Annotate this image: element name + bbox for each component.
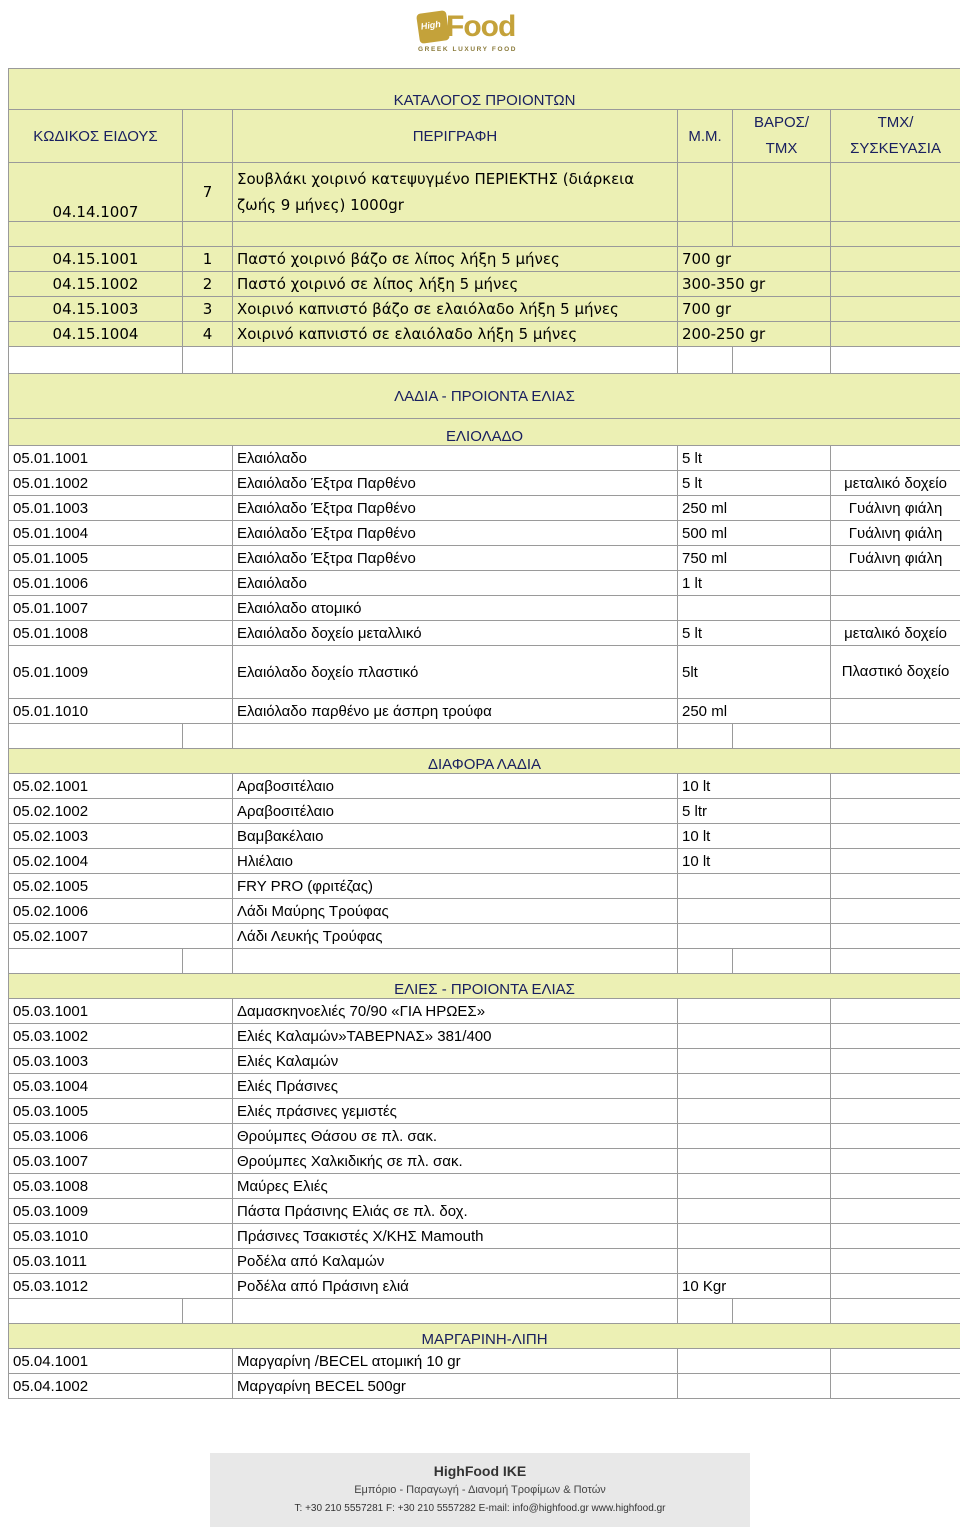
item-code: 05.02.1003 (9, 824, 233, 849)
item-description: Θρούμπες Χαλκιδικής σε πλ. σακ. (233, 1149, 678, 1174)
item-weight (678, 1049, 831, 1074)
item-weight: 1 lt (678, 571, 831, 596)
section-title: ΜΑΡΓΑΡΙΝΗ-ΛΙΠΗ (9, 1324, 960, 1349)
product-row (9, 1249, 960, 1274)
empty-cell (9, 347, 183, 374)
item-pack (831, 1374, 960, 1399)
item-number: 2 (183, 272, 233, 297)
section-title: ΕΛΙΕΣ - ΠΡΟΙΟΝΤΑ ΕΛΙΑΣ (9, 974, 960, 999)
item-weight: 5 lt (678, 621, 831, 646)
section-title: ΛΑΔΙΑ - ΠΡΟΙΟΝΤΑ ΕΛΙΑΣ (9, 374, 960, 419)
empty-cell (733, 724, 831, 749)
section-title: ΔΙΑΦΟΡΑ ΛΑΔΙΑ (9, 749, 960, 774)
item-pack (831, 1074, 960, 1099)
empty-cell (678, 347, 733, 374)
item-description: Ελαιόλαδο δοχείο πλαστικό (233, 646, 678, 699)
item-code: 04.14.1007 (9, 163, 183, 222)
header-pack: ΤΜΧ/ ΣΥΣΚΕΥΑΣΙΑ (831, 110, 960, 163)
item-pack (831, 874, 960, 899)
product-row (9, 799, 960, 824)
item-number: 7 (183, 163, 233, 222)
item-pack: Πλαστικό δοχείο (831, 646, 960, 699)
product-row (9, 1174, 960, 1199)
item-pack (831, 799, 960, 824)
footer-contact: T: +30 210 5557281 F: +30 210 5557282 E-mail: info@highfood.gr www.highfood.gr (294, 1503, 666, 1514)
item-weight: 700 gr (678, 247, 831, 272)
product-row (9, 496, 960, 521)
item-pack (831, 1349, 960, 1374)
item-pack (831, 899, 960, 924)
item-description: Ροδέλα από Καλαμών (233, 1249, 678, 1274)
item-code: 05.02.1004 (9, 849, 233, 874)
item-pack (831, 1049, 960, 1074)
product-row (9, 621, 960, 646)
item-description: Ελαιόλαδο (233, 446, 678, 471)
item-weight (678, 899, 831, 924)
logo-word: Food (446, 10, 516, 43)
item-pack (831, 163, 960, 222)
item-description: Ελαιόλαδο Έξτρα Παρθένο (233, 521, 678, 546)
product-row (9, 322, 960, 347)
spacer-row (9, 347, 960, 374)
item-weight (678, 1199, 831, 1224)
empty-cell (183, 724, 233, 749)
item-description: Ελιές πράσινες γεμιστές (233, 1099, 678, 1124)
item-weight: 5 lt (678, 471, 831, 496)
product-row (9, 1274, 960, 1299)
item-code: 05.04.1002 (9, 1374, 233, 1399)
item-code: 04.15.1004 (9, 322, 183, 347)
header-unit: Μ.Μ. (678, 110, 733, 163)
item-code: 05.01.1002 (9, 471, 233, 496)
section-row (9, 1324, 960, 1349)
empty-cell (183, 347, 233, 374)
product-row (9, 297, 960, 322)
item-code: 05.02.1006 (9, 899, 233, 924)
product-row (9, 471, 960, 496)
item-code: 05.02.1001 (9, 774, 233, 799)
item-weight: 200-250 gr (678, 322, 831, 347)
footer-company-name: HighFood IKE (433, 1463, 527, 1479)
empty-cell (183, 949, 233, 974)
empty-cell (678, 222, 733, 247)
empty-cell (831, 1299, 960, 1324)
item-number: 1 (183, 247, 233, 272)
section-row (9, 749, 960, 774)
footer-banner (210, 1453, 750, 1527)
item-description: Ηλιέλαιο (233, 849, 678, 874)
product-row (9, 571, 960, 596)
item-weight: 5lt (678, 646, 831, 699)
section-row (9, 374, 960, 419)
item-code: 05.03.1004 (9, 1074, 233, 1099)
item-description: Παστό χοιρινό σε λίπος λήξη 5 μήνες (233, 272, 678, 297)
empty-cell (733, 347, 831, 374)
empty-cell (831, 724, 960, 749)
item-description: Ελαιόλαδο δοχείο μεταλλικό (233, 621, 678, 646)
footer-description: Εμπόριο - Παραγωγή - Διανομή Τροφίμων & Ποτών (354, 1484, 606, 1496)
item-description: Χοιρινό καπνιστό σε ελαιόλαδο λήξη 5 μήνες (233, 322, 678, 347)
item-weight: 750 ml (678, 546, 831, 571)
item-code: 05.02.1007 (9, 924, 233, 949)
item-pack (831, 322, 960, 347)
item-pack (831, 571, 960, 596)
empty-cell (831, 347, 960, 374)
product-row (9, 596, 960, 621)
item-number: 4 (183, 322, 233, 347)
product-row (9, 1149, 960, 1174)
item-description: Μαργαρίνη /BECEL ατομική 10 gr (233, 1349, 678, 1374)
item-weight: 5 ltr (678, 799, 831, 824)
product-row (9, 1349, 960, 1374)
item-code: 05.03.1009 (9, 1199, 233, 1224)
item-weight: 10 Kgr (678, 1274, 831, 1299)
spacer-row (9, 949, 960, 974)
item-weight: 250 ml (678, 496, 831, 521)
product-row (9, 1224, 960, 1249)
product-row (9, 1049, 960, 1074)
product-row (9, 874, 960, 899)
item-weight: 500 ml (678, 521, 831, 546)
item-description: Ελιές Καλαμών (233, 1049, 678, 1074)
item-pack (831, 924, 960, 949)
item-description: Λάδι Μαύρης Τρούφας (233, 899, 678, 924)
item-description: Ελαιόλαδο (233, 571, 678, 596)
section-row (9, 419, 960, 446)
item-description: Μαργαρίνη BECEL 500gr (233, 1374, 678, 1399)
item-description: Πράσινες Τσακιστές Χ/ΚΗΣ Mamouth (233, 1224, 678, 1249)
item-pack (831, 297, 960, 322)
item-code: 05.03.1001 (9, 999, 233, 1024)
item-code: 04.15.1003 (9, 297, 183, 322)
item-pack: Γυάλινη φιάλη (831, 521, 960, 546)
product-row (9, 446, 960, 471)
empty-cell (9, 949, 183, 974)
item-description: Πάστα Πράσινης Ελιάς σε πλ. δοχ. (233, 1199, 678, 1224)
empty-cell (733, 949, 831, 974)
item-pack (831, 1024, 960, 1049)
header-code: ΚΩΔΙΚΟΣ ΕΙΔΟΥΣ (9, 110, 183, 163)
item-pack (831, 1274, 960, 1299)
item-code: 05.01.1003 (9, 496, 233, 521)
item-code: 04.15.1001 (9, 247, 183, 272)
product-row (9, 646, 960, 699)
item-pack (831, 1149, 960, 1174)
item-pack: μεταλικό δοχείο (831, 621, 960, 646)
spacer-row (9, 222, 960, 247)
item-pack: Γυάλινη φιάλη (831, 496, 960, 521)
item-pack (831, 1224, 960, 1249)
item-description: Ελαιόλαδο Έξτρα Παρθένο (233, 471, 678, 496)
item-description: Παστό χοιρινό βάζο σε λίπος λήξη 5 μήνες (233, 247, 678, 272)
item-pack (831, 247, 960, 272)
item-weight (678, 1249, 831, 1274)
item-description: Ροδέλα από Πράσινη ελιά (233, 1274, 678, 1299)
product-row (9, 272, 960, 297)
item-description: Μαύρες Ελιές (233, 1174, 678, 1199)
product-row (9, 824, 960, 849)
item-weight (678, 924, 831, 949)
product-row (9, 849, 960, 874)
product-row (9, 521, 960, 546)
product-row (9, 1099, 960, 1124)
empty-cell (233, 1299, 678, 1324)
empty-cell (678, 949, 733, 974)
empty-cell (9, 1299, 183, 1324)
item-pack (831, 1099, 960, 1124)
logo-tagline: GREEK LUXURY FOOD (418, 46, 518, 53)
product-row (9, 999, 960, 1024)
product-row (9, 1024, 960, 1049)
highfood-logo (418, 12, 542, 52)
item-weight (678, 1174, 831, 1199)
empty-cell (831, 222, 960, 247)
empty-cell (678, 1299, 733, 1324)
header-weight: ΒΑΡΟΣ/ ΤΜΧ (733, 110, 831, 163)
item-weight: 10 lt (678, 849, 831, 874)
item-code: 05.01.1008 (9, 621, 233, 646)
item-code: 05.03.1010 (9, 1224, 233, 1249)
spacer-row (9, 1299, 960, 1324)
item-pack (831, 699, 960, 724)
item-code: 05.03.1007 (9, 1149, 233, 1174)
item-code: 05.03.1008 (9, 1174, 233, 1199)
item-description: FRY PRO (φριτέζας) (233, 874, 678, 899)
item-code: 05.04.1001 (9, 1349, 233, 1374)
item-weight: 10 lt (678, 824, 831, 849)
item-weight (678, 1124, 831, 1149)
item-description: Ελαιόλαδο Έξτρα Παρθένο (233, 546, 678, 571)
item-description: Ελιές Πράσινες (233, 1074, 678, 1099)
item-code: 05.03.1006 (9, 1124, 233, 1149)
item-description: Αραβοσιτέλαιο (233, 799, 678, 824)
item-code: 05.03.1005 (9, 1099, 233, 1124)
item-pack (831, 446, 960, 471)
empty-cell (9, 222, 183, 247)
section-title: ΕΛΙΟΛΑΔΟ (9, 419, 960, 446)
item-weight (678, 1349, 831, 1374)
item-pack (831, 1199, 960, 1224)
section-row (9, 974, 960, 999)
item-weight (678, 1149, 831, 1174)
empty-cell (183, 1299, 233, 1324)
empty-cell (678, 724, 733, 749)
item-weight: 5 lt (678, 446, 831, 471)
item-code: 05.01.1007 (9, 596, 233, 621)
item-code: 05.03.1011 (9, 1249, 233, 1274)
item-code: 05.01.1006 (9, 571, 233, 596)
item-description: Λάδι Λευκής Τρούφας (233, 924, 678, 949)
product-row (9, 1074, 960, 1099)
item-pack (831, 272, 960, 297)
item-code: 05.01.1009 (9, 646, 233, 699)
logo-badge: High (416, 10, 450, 44)
item-code: 05.03.1003 (9, 1049, 233, 1074)
empty-cell (233, 724, 678, 749)
item-description: Θρούμπες Θάσου σε πλ. σακ. (233, 1124, 678, 1149)
item-code: 05.01.1004 (9, 521, 233, 546)
product-row (9, 1199, 960, 1224)
item-pack (831, 999, 960, 1024)
product-row (9, 924, 960, 949)
item-weight (733, 163, 831, 222)
item-description: Ελαιόλαδο παρθένο με άσπρη τρούφα (233, 699, 678, 724)
title-row (9, 69, 960, 110)
empty-cell (9, 724, 183, 749)
empty-cell (831, 949, 960, 974)
item-code: 05.03.1012 (9, 1274, 233, 1299)
item-weight (678, 874, 831, 899)
header-empty (183, 110, 233, 163)
product-row (9, 1374, 960, 1399)
item-description: Αραβοσιτέλαιο (233, 774, 678, 799)
item-pack (831, 849, 960, 874)
spacer-row (9, 724, 960, 749)
empty-cell (233, 347, 678, 374)
item-weight: 300-350 gr (678, 272, 831, 297)
item-code: 05.02.1002 (9, 799, 233, 824)
item-pack: μεταλικό δοχείο (831, 471, 960, 496)
item-weight (678, 1224, 831, 1249)
product-row (9, 699, 960, 724)
item-code: 05.01.1005 (9, 546, 233, 571)
item-code: 05.02.1005 (9, 874, 233, 899)
item-pack (831, 596, 960, 621)
empty-cell (733, 222, 831, 247)
item-pack: Γυάλινη φιάλη (831, 546, 960, 571)
item-pack (831, 824, 960, 849)
item-weight (678, 596, 831, 621)
item-pack (831, 774, 960, 799)
product-row (9, 546, 960, 571)
product-row (9, 1124, 960, 1149)
empty-cell (233, 222, 678, 247)
item-description: Ελαιόλαδο ατομικό (233, 596, 678, 621)
item-pack (831, 1249, 960, 1274)
item-description: Βαμβακέλαιο (233, 824, 678, 849)
item-weight (678, 1024, 831, 1049)
item-code: 05.01.1001 (9, 446, 233, 471)
item-number: 3 (183, 297, 233, 322)
item-weight: 700 gr (678, 297, 831, 322)
item-description: Σουβλάκι χοιρινό κατεψυγμένο ΠΕΡΙΕΚΤΗΣ (διάρκεια ζωής 9 μήνες) 1000gr (233, 163, 678, 222)
product-row (9, 774, 960, 799)
item-description: Ελαιόλαδο Έξτρα Παρθένο (233, 496, 678, 521)
product-row (9, 163, 960, 222)
header-description: ΠΕΡΙΓΡΑΦΗ (233, 110, 678, 163)
item-pack (831, 1174, 960, 1199)
item-description: Δαμασκηνοελιές 70/90 «ΓΙΑ ΗΡΩΕΣ» (233, 999, 678, 1024)
product-row (9, 247, 960, 272)
item-code: 05.01.1010 (9, 699, 233, 724)
item-weight: 10 lt (678, 774, 831, 799)
item-weight (678, 1374, 831, 1399)
item-weight (678, 999, 831, 1024)
item-unit (678, 163, 733, 222)
empty-cell (183, 222, 233, 247)
header-row (9, 110, 960, 163)
empty-cell (733, 1299, 831, 1324)
product-catalog-table (8, 68, 960, 1399)
empty-cell (233, 949, 678, 974)
catalog-title: ΚΑΤΑΛΟΓΟΣ ΠΡΟΙΟΝΤΩΝ (9, 69, 960, 110)
product-row (9, 899, 960, 924)
item-code: 05.03.1002 (9, 1024, 233, 1049)
item-pack (831, 1124, 960, 1149)
item-description: Χοιρινό καπνιστό βάζο σε ελαιόλαδο λήξη 5 μήνες (233, 297, 678, 322)
item-description: Ελιές Καλαμών»ΤΑΒΕΡΝΑΣ» 381/400 (233, 1024, 678, 1049)
item-code: 04.15.1002 (9, 272, 183, 297)
item-weight: 250 ml (678, 699, 831, 724)
item-weight (678, 1074, 831, 1099)
item-weight (678, 1099, 831, 1124)
